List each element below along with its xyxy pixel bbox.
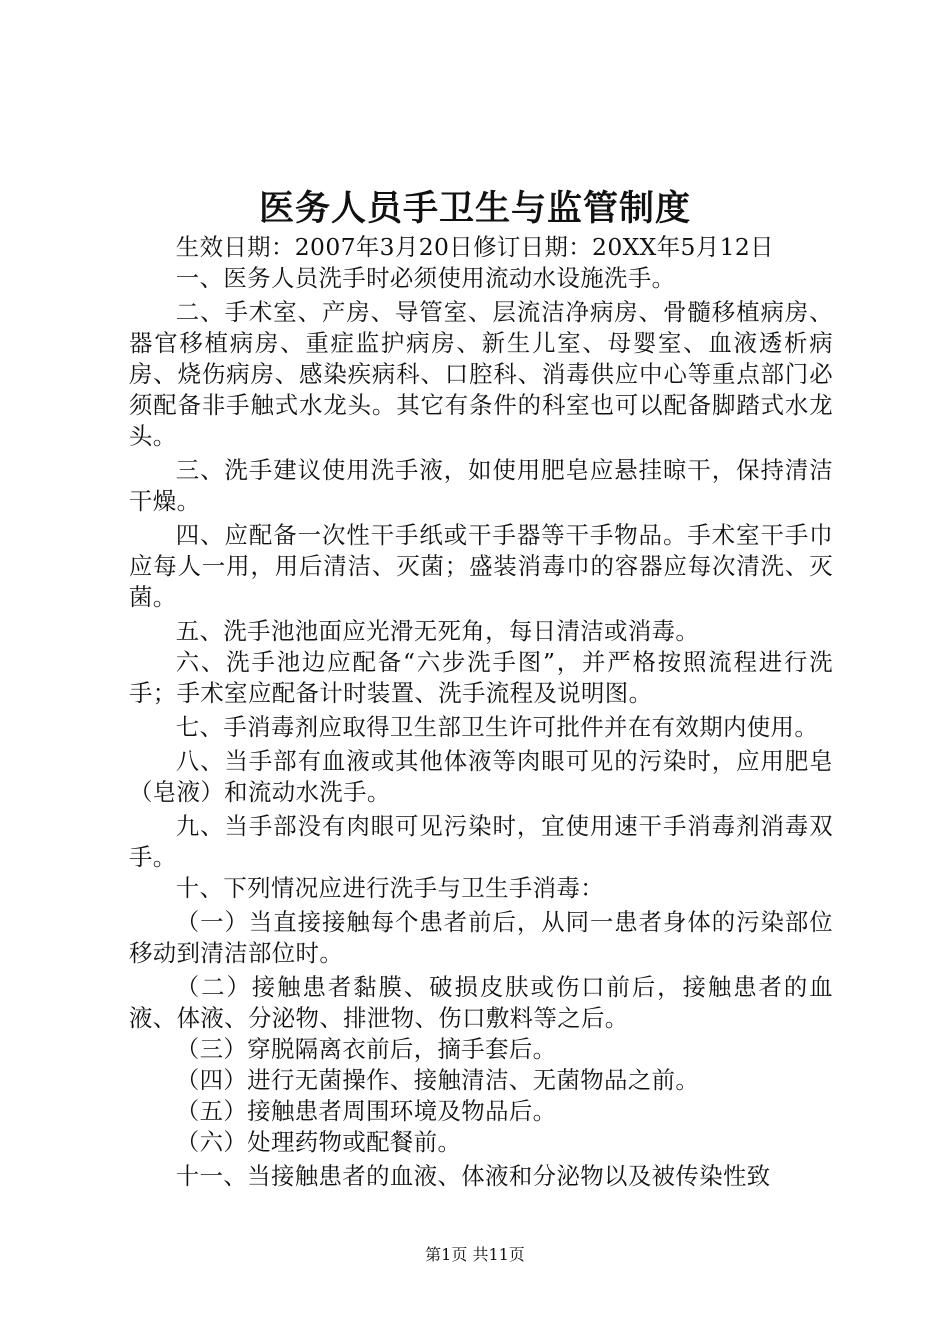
clause-10: 十、下列情况应进行洗手与卫生手消毒： <box>175 874 605 902</box>
clause-1: 一、医务人员洗手时必须使用流动水设施洗手。 <box>175 264 676 292</box>
clause-10-item-5: （五）接触患者周围环境及物品后。 <box>175 1097 557 1125</box>
clause-10-item-2: （二）接触患者黏膜、破损皮肤或伤口前后，接触患者的血液、体液、分泌物、排泄物、伤口敷料等之后。 <box>129 973 833 1032</box>
clause-10-item-6: （六）处理药物或配餐前。 <box>175 1128 462 1156</box>
clause-9: 九、当手部没有肉眼可见污染时，宜使用速干手消毒剂消毒双手。 <box>129 812 833 871</box>
clause-5: 五、洗手池池面应光滑无死角，每日清洁或消毒。 <box>175 617 700 645</box>
clause-10-item-4: （四）进行无菌操作、接触清洁、无菌物品之前。 <box>175 1066 700 1094</box>
effective-date-line: 生效日期：2007年3月20日修订日期：20XX年5月12日 <box>175 233 774 261</box>
clause-6: 六、洗手池边应配备“六步洗手图”，并严格按照流程进行洗手；手术室应配备计时装置、洗手流程及说明图。 <box>129 648 833 707</box>
page-footer: 第1页 共11页 <box>425 1245 525 1264</box>
clause-7: 七、手消毒剂应取得卫生部卫生许可批件并在有效期内使用。 <box>175 713 819 741</box>
clause-2: 二、手术室、产房、导管室、层流洁净病房、骨髓移植病房、器官移植病房、重症监护病房、新生儿室、母婴室、血液透析病房、烧伤病房、感染疾病科、口腔科、消毒供应中心等重点部门必须配备非手触式水龙头。其它有条件的科室也可以配备脚踏式水龙头。 <box>129 298 833 450</box>
clause-8: 八、当手部有血液或其他体液等肉眼可见的污染时，应用肥皂（皂液）和流动水洗手。 <box>129 747 833 806</box>
clause-10-item-1: （一）当直接接触每个患者前后，从同一患者身体的污染部位移动到清洁部位时。 <box>129 908 833 967</box>
clause-3: 三、洗手建议使用洗手液，如使用肥皂应悬挂晾干，保持清洁干燥。 <box>129 456 833 515</box>
document-title: 医务人员手卫生与监管制度 <box>258 188 691 229</box>
clause-11: 十一、当接触患者的血液、体液和分泌物以及被传染性致 <box>175 1162 771 1190</box>
clause-10-item-3: （三）穿脱隔离衣前后，摘手套后。 <box>175 1035 557 1063</box>
clause-4: 四、应配备一次性干手纸或干手器等干手物品。手术室干手巾应每人一用，用后清洁、灭菌；盛装消毒巾的容器应每次清洗、灭菌。 <box>129 521 833 611</box>
document-body <box>129 232 833 1192</box>
